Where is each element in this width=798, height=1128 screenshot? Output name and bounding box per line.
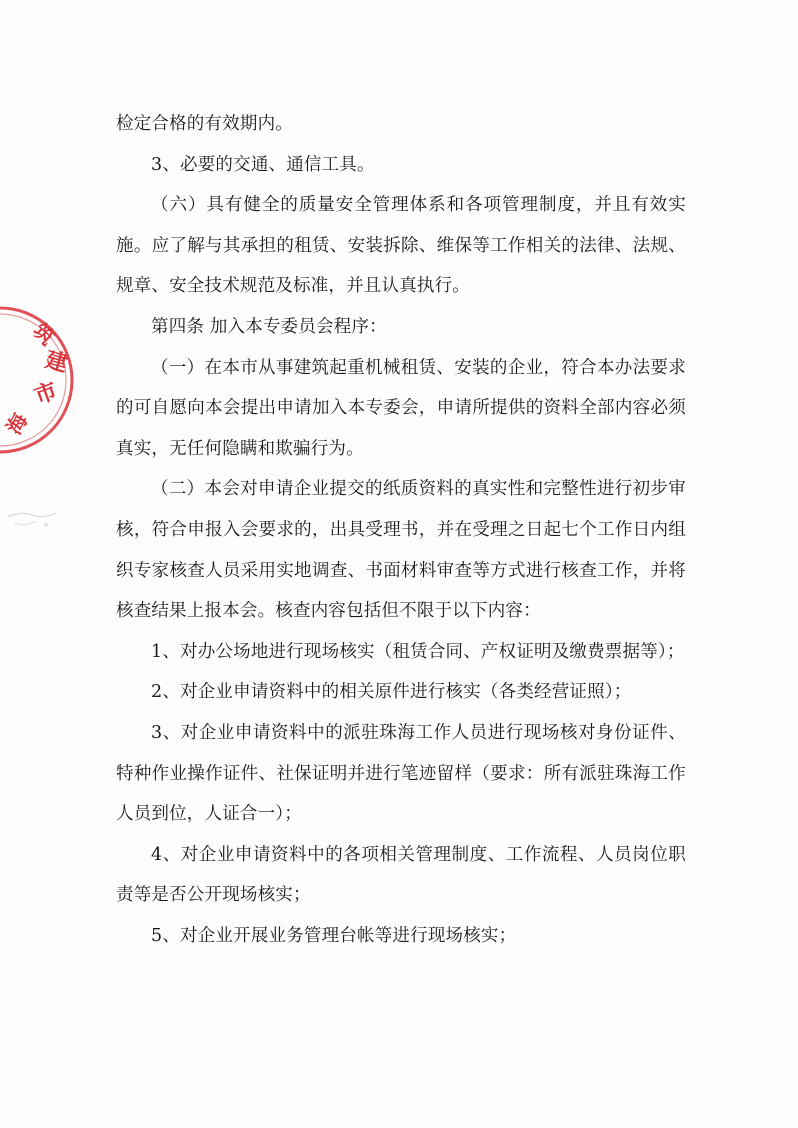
seal-char-3: 建 xyxy=(42,346,71,378)
paragraph-4: 第四条 加入本专委员会程序： xyxy=(151,316,387,337)
paragraph-10: 4、对企业申请资料中的各项相关管理制度、工作流程、人员岗位职责等是否公开现场核实； xyxy=(116,844,686,906)
paragraph-5: （一）在本市从事建筑起重机械租赁、安装的企业，符合本办法要求的可自愿向本会提出申请加入本专委会，申请所提供的资料全部内容必须真实，无任何隐瞒和欺骗行为。 xyxy=(116,357,686,459)
paragraph-7: 1、对办公场地进行现场核实（租赁合同、产权证明及缴费票据等）； xyxy=(151,641,685,662)
paragraph-11: 5、对企业开展业务管理台帐等进行现场核实； xyxy=(151,925,517,946)
paragraph-3: （六）具有健全的质量安全管理体系和各项管理制度，并且有效实施。应了解与其承担的租赁、安装拆除、维保等工作相关的法律、法规、规章、安全技术规范及标准，并且认真执行。 xyxy=(116,195,686,297)
seal-char-1: 海 xyxy=(1,409,33,439)
paragraph-9: 3、对企业申请资料中的派驻珠海工作人员进行现场核对身份证件、特种作业操作证件、社保证明并进行笔迹留样（要求：所有派驻珠海工作人员到位，人证合一）； xyxy=(116,722,686,825)
ink-smudge xyxy=(6,505,58,535)
paragraph-6: （二）本会对申请企业提交的纸质资料的真实性和完整性进行初步审核，符合申报入会要求的，出具受理书，并在受理之日起七个工作日内组织专家核查人员采用实地调查、书面材料审查等方式进行核查工作，并将核查结果上报本会。核查内容包括但不限于以下内容： xyxy=(116,479,686,622)
seal-char-4: 筑 xyxy=(28,318,60,350)
paragraph-8: 2、对企业申请资料中的相关原件进行核实（各类经营证照）； xyxy=(151,682,632,703)
paragraph-1: 检定合格的有效期内。 xyxy=(116,114,293,134)
paragraph-2: 3、必要的交通、通信工具。 xyxy=(151,154,375,175)
seal-char-2: 市 xyxy=(31,377,61,410)
official-seal xyxy=(0,300,80,460)
body-text xyxy=(116,104,686,956)
